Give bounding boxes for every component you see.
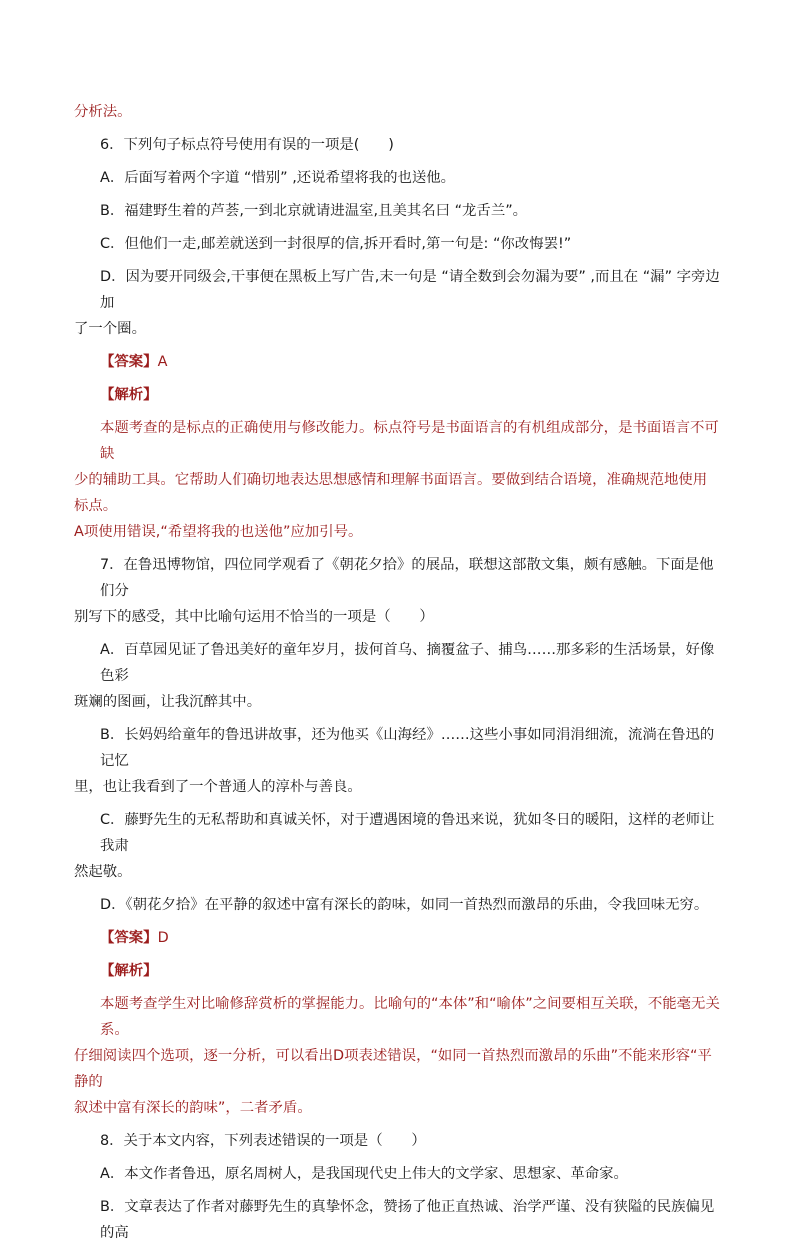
analysis-6-line-2: 少的辅助工具。它帮助人们确切地表达思想感情和理解书面语言。要做到结合语境，准确规范地使用标点。 [74, 472, 708, 514]
answer-label: 【答案】 [100, 354, 158, 370]
question-6-stem: 6．下列句子标点符号使用有误的一项是( ) [100, 137, 394, 153]
question-6-option-d: D．因为要开同级会,干事便在黑板上写广告,末一句是 “请全数到会勿漏为要” ,而且在 “漏” 字旁边加 [100, 269, 720, 311]
question-7-option-b-wrap: 里，也让我看到了一个普通人的淳朴与善良。 [74, 779, 362, 795]
analysis-6-line-1: 本题考查的是标点的正确使用与修改能力。标点符号是书面语言的有机组成部分，是书面语言不可缺 [100, 420, 719, 462]
question-7-stem-wrap: 别写下的感受，其中比喻句运用不恰当的一项是（ ） [74, 609, 434, 625]
question-7-option-a-wrap: 斑斓的图画，让我沉醉其中。 [74, 694, 262, 710]
analysis-continuation: 分析法。 [74, 104, 132, 120]
question-6-option-c: C．但他们一走,邮差就送到一封很厚的信,拆开看时,第一句是: “你改悔罢!” [100, 236, 572, 252]
question-6-option-a: A．后面写着两个字道 “惜别” ,还说希望将我的也送他。 [100, 170, 456, 186]
question-8-stem: 8．关于本文内容，下列表述错误的一项是（ ） [100, 1133, 426, 1149]
answer-6 [74, 349, 720, 375]
question-6-option-d-wrap: 了一个圈。 [74, 321, 146, 337]
question-6-option-b: B．福建野生着的芦荟,一到北京就请进温室,且美其名曰 “龙舌兰”。 [100, 203, 528, 219]
question-7-option-d: D．《朝花夕拾》在平静的叙述中富有深长的韵味，如同一首热烈而激昂的乐曲，令我回味无穷。 [100, 897, 709, 913]
answer-value: A [157, 354, 168, 370]
question-7-option-c: C．藤野先生的无私帮助和真诚关怀，对于遭遇困境的鲁迅来说，犹如冬日的暖阳，这样的老师让我肃 [100, 812, 715, 854]
answer-value: D [157, 930, 169, 946]
analysis-label-7: 【解析】 [100, 963, 158, 979]
analysis-7-line-1: 本题考查学生对比喻修辞赏析的掌握能力。比喻句的“本体”和“喻体”之间要相互关联，不能毫无关系。 [100, 996, 720, 1038]
analysis-7-line-3: 叙述中富有深长的韵味”，二者矛盾。 [74, 1100, 312, 1116]
question-7-option-a: A．百草园见证了鲁迅美好的童年岁月，拔何首乌、摘覆盆子、捕鸟……那多彩的生活场景，好像色彩 [100, 642, 715, 684]
question-8-option-b: B．文章表达了作者对藤野先生的真挚怀念，赞扬了他正直热诚、治学严谨、没有狭隘的民族偏见的高 [100, 1199, 715, 1241]
analysis-label-6: 【解析】 [100, 387, 158, 403]
question-8-option-a: A．本文作者鲁迅，原名周树人，是我国现代史上伟大的文学家、思想家、革命家。 [100, 1166, 628, 1182]
answer-7 [74, 925, 720, 951]
question-7-option-b: B．长妈妈给童年的鲁迅讲故事，还为他买《山海经》……这些小事如同涓涓细流，流淌在鲁迅的记忆 [100, 727, 715, 769]
question-7-option-c-wrap: 然起敬。 [74, 864, 132, 880]
question-7-stem: 7．在鲁迅博物馆，四位同学观看了《朝花夕拾》的展品，联想这部散文集，颇有感触。下面是他们分 [100, 557, 714, 599]
analysis-7-line-2: 仔细阅读四个选项，逐一分析，可以看出D项表述错误，“如同一首热烈而激昂的乐曲”不能来形容“平静的 [74, 1048, 712, 1090]
answer-label: 【答案】 [100, 930, 158, 946]
analysis-6-line-3: A项使用错误,“希望将我的也送他”应加引号。 [74, 524, 363, 540]
